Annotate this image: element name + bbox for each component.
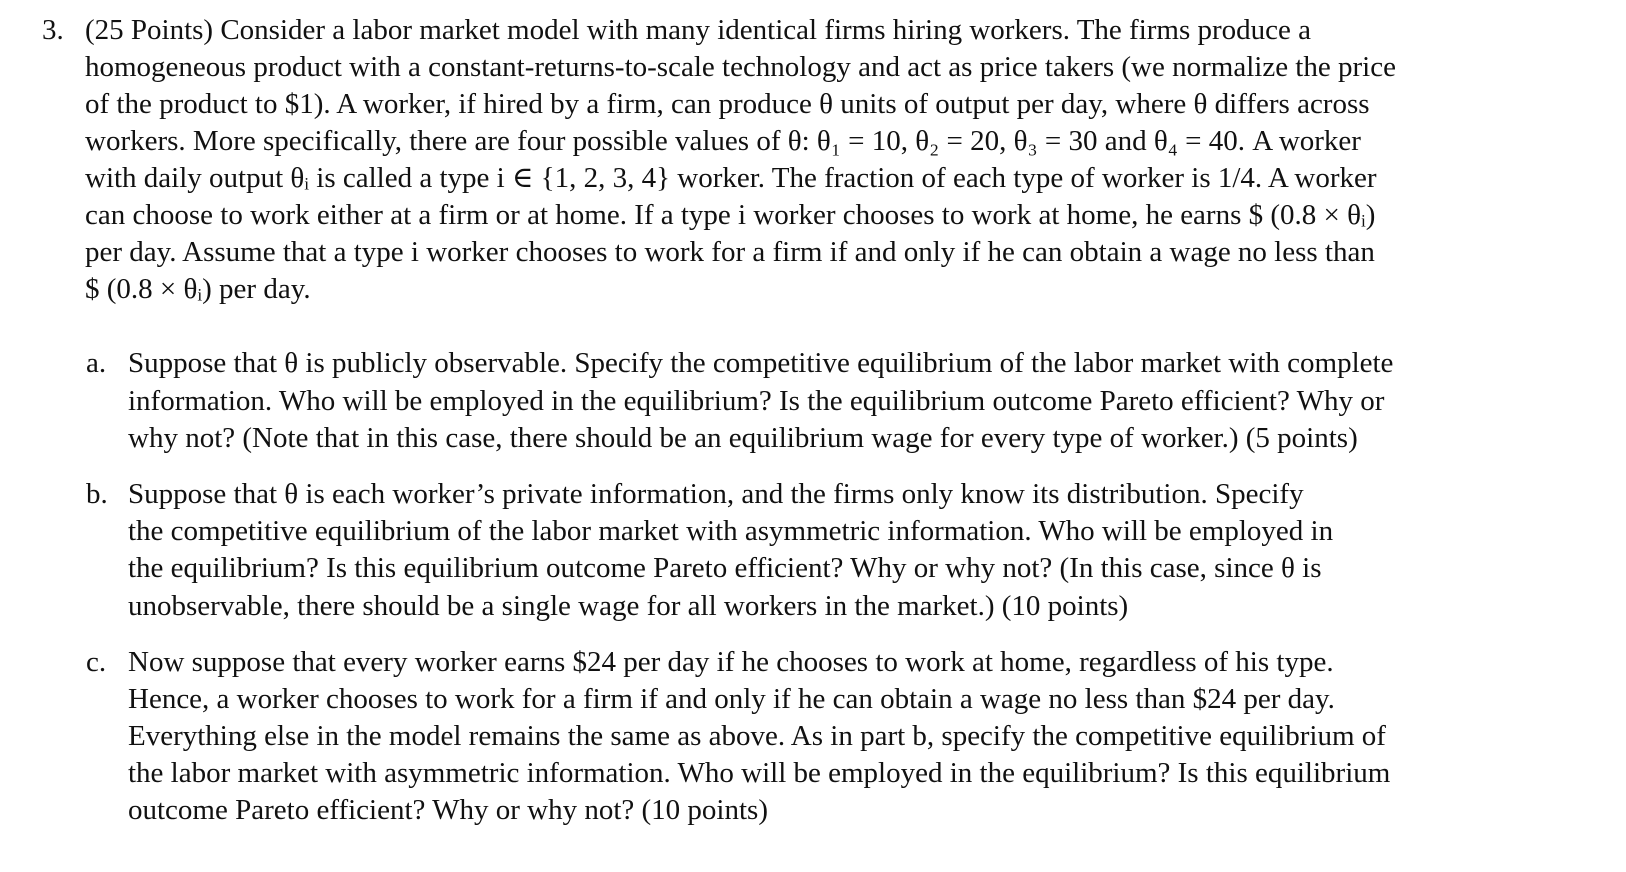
part-text-line: the labor market with asymmetric information. Who will be employed in the equilibrium? Is this equilibrium [128, 757, 1391, 789]
part-text-line: outcome Pareto efficient? Why or why not? (10 points) [128, 794, 768, 826]
part-text-line: Suppose that θ is publicly observable. Specify the competitive equilibrium of the labor market with complete [128, 347, 1394, 379]
part-label: b. [86, 478, 108, 510]
part-text-line: Suppose that θ is each worker’s private information, and the firms only know its distribution. Specify [128, 478, 1304, 510]
problem-text-line: of the product to $1). A worker, if hired by a firm, can produce θ units of output per day, where θ differs across [85, 88, 1370, 120]
problem-text-line: (25 Points) Consider a labor market model with many identical firms hiring workers. The firms produce a [85, 14, 1312, 46]
part-text-line: Hence, a worker chooses to work for a firm if and only if he can obtain a wage no less than $24 per day. [128, 683, 1335, 715]
problem-text-line: $ (0.8 × θᵢ) per day. [85, 273, 311, 305]
part-text-line: the competitive equilibrium of the labor market with asymmetric information. Who will be employed in [128, 515, 1334, 547]
problem-text-line: with daily output θᵢ is called a type i ∈ {1, 2, 3, 4} worker. The fraction of each type of worker is 1/4. A worker [85, 162, 1377, 194]
part-text-line: the equilibrium? Is this equilibrium outcome Pareto efficient? Why or why not? (In this case, since θ is [128, 552, 1322, 584]
problem-text-line: per day. Assume that a type i worker chooses to work for a firm if and only if he can obtain a wage no less than [85, 236, 1375, 268]
problem-text-line: homogeneous product with a constant-returns-to-scale technology and act as price takers (we normalize the price [85, 51, 1396, 83]
problem-number: 3. [42, 14, 64, 46]
part-label: a. [86, 347, 107, 379]
problem-text-line: workers. More specifically, there are four possible values of θ: θ₁ = 10, θ₂ = 20, θ₃ = 30 and θ₄ = 40. A worker [85, 125, 1361, 157]
part-text-line: why not? (Note that in this case, there should be an equilibrium wage for every type of worker.) (5 points) [128, 422, 1358, 454]
part-text-line: information. Who will be employed in the equilibrium? Is the equilibrium outcome Pareto efficient? Why or [128, 385, 1385, 417]
part-text-line: Everything else in the model remains the same as above. As in part b, specify the competitive equilibrium of [128, 720, 1386, 752]
part-text-line: unobservable, there should be a single wage for all workers in the market.) (10 points) [128, 590, 1129, 622]
part-label: c. [86, 646, 107, 678]
problem-text-line: can choose to work either at a firm or at home. If a type i worker chooses to work at home, he earns $ (0.8 × θᵢ) [85, 199, 1376, 231]
part-text-line: Now suppose that every worker earns $24 per day if he chooses to work at home, regardless of his type. [128, 646, 1334, 678]
